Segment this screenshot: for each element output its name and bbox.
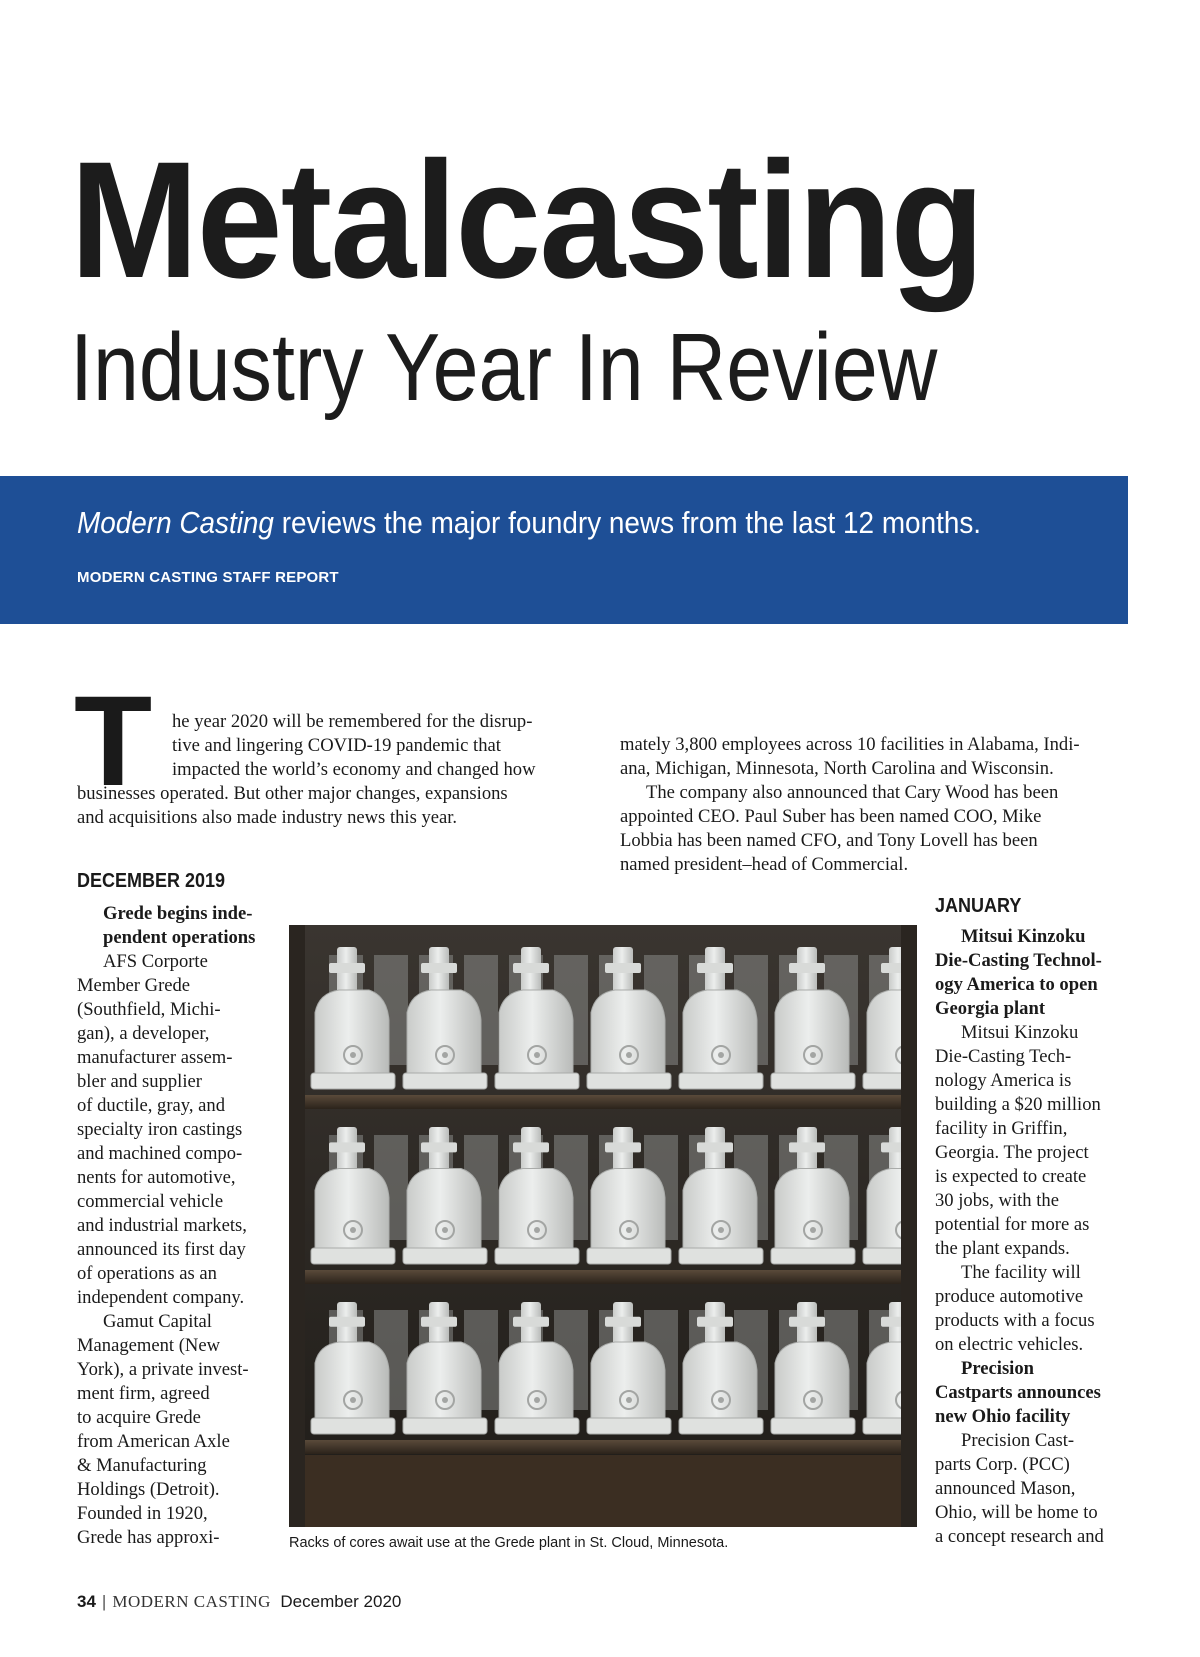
intro-line: businesses operated. But other major changes, expansions [77,783,508,804]
drop-cap: T [74,670,153,813]
body-line: Management (New [77,1335,221,1356]
body-line: potential for more as [935,1214,1090,1235]
body-line: ment firm, agreed [77,1383,210,1404]
body-line: and industrial markets, [77,1215,247,1236]
body-line: appointed CEO. Paul Suber has been named COO, Mike [620,806,1042,827]
right-column-top [620,733,1130,877]
subhead-line: Grede begins inde- [103,903,253,924]
subhead-line: Die-Casting Technol- [935,950,1102,971]
body-line: Ohio, will be home to [935,1502,1098,1523]
photo-core-racks [289,925,917,1527]
body-line: & Manufacturing [77,1455,207,1476]
body-line: York), a private invest- [77,1359,249,1380]
body-line: produce automotive [935,1286,1084,1307]
body-line: manufacturer assem- [77,1047,233,1068]
body-line: specialty iron castings [77,1119,243,1140]
rack-shelf [289,1270,917,1284]
dek-banner [0,476,1128,624]
body-line: Member Grede [77,975,191,996]
intro-line: he year 2020 will be remembered for the disrup- [172,711,533,732]
body-line: Mitsui Kinzoku [961,1022,1079,1043]
body-line: The company also announced that Cary Wood has been [646,782,1059,803]
body-line: the plant expands. [935,1238,1070,1259]
body-line: Die-Casting Tech- [935,1046,1072,1067]
body-line: named president–head of Commercial. [620,854,909,875]
body-line: Founded in 1920, [77,1503,208,1524]
body-line: to acquire Grede [77,1407,201,1428]
headline: Metalcasting [70,128,983,313]
body-line: commercial vehicle [77,1191,224,1212]
footer-date: December 2020 [280,1592,402,1611]
rack-shelf [289,1440,917,1454]
body-line: mately 3,800 employees across 10 facilities in Alabama, Indi- [620,734,1080,755]
subhead-line: Mitsui Kinzoku [961,926,1086,947]
body-line: products with a focus [935,1310,1095,1331]
body-line: nents for automotive, [77,1167,236,1188]
body-line: Lobbia has been named CFO, and Tony Lovell has been [620,830,1038,851]
body-line: Precision Cast- [961,1430,1075,1451]
publication-name: Modern Casting [77,505,274,540]
subhead-line: Georgia plant [935,998,1046,1019]
body-line: Holdings (Detroit). [77,1479,220,1500]
body-line: a concept research and [935,1526,1104,1547]
body-line: of operations as an [77,1263,217,1284]
body-line: parts Corp. (PCC) [935,1454,1070,1475]
intro-line: and acquisitions also made industry news this year. [77,807,458,828]
byline: MODERN CASTING STAFF REPORT [77,569,339,586]
rack-post-right [901,925,917,1527]
subheadline: Industry Year In Review [70,314,938,421]
footer-separator: | [101,1592,107,1611]
intro-line: impacted the world’s economy and changed how [172,759,536,780]
dek-text [77,505,981,541]
body-line: The facility will [961,1262,1081,1283]
subhead-line: pendent operations [103,927,256,948]
intro-line: tive and lingering COVID-19 pandemic that [172,735,501,756]
body-line: 30 jobs, with the [935,1190,1059,1211]
rack-post-left [289,925,305,1527]
body-line: Georgia. The project [935,1142,1089,1163]
page-number: 34 [77,1592,96,1611]
body-line: building a $20 million [935,1094,1101,1115]
section-heading-january: JANUARY [935,895,1022,917]
subhead-line: new Ohio facility [935,1406,1071,1427]
body-line: Grede has approxi- [77,1527,220,1548]
body-line: facility in Griffin, [935,1118,1068,1139]
section-heading-december: DECEMBER 2019 [77,870,226,892]
body-line: ana, Michigan, Minnesota, North Carolina and Wisconsin. [620,758,1054,779]
december-column [77,902,282,1550]
subhead-line: Precision [961,1358,1034,1379]
body-line: from American Axle [77,1431,230,1452]
january-column [935,925,1135,1549]
body-line: announced Mason, [935,1478,1076,1499]
body-line: of ductile, gray, and [77,1095,226,1116]
rack-shelf [289,1095,917,1109]
core-racks-image [289,925,917,1527]
rack-base [289,1455,917,1527]
body-line: gan), a developer, [77,1023,210,1044]
body-line: (Southfield, Michi- [77,999,221,1020]
subhead-line: Castparts announces [935,1382,1101,1403]
body-line: on electric vehicles. [935,1334,1084,1355]
body-line: announced its first day [77,1239,246,1260]
photo-caption: Racks of cores await use at the Grede plant in St. Cloud, Minnesota. [289,1535,729,1551]
subhead-line: ogy America to open [935,974,1098,995]
body-line: bler and supplier [77,1071,202,1092]
body-line: is expected to create [935,1166,1087,1187]
body-line: Gamut Capital [103,1311,212,1332]
body-line: and machined compo- [77,1143,243,1164]
body-line: nology America is [935,1070,1072,1091]
dek-rest: reviews the major foundry news from the last 12 months. [273,505,982,540]
page-footer [77,1592,401,1612]
body-line: AFS Corporte [103,951,208,972]
body-line: independent company. [77,1287,245,1308]
footer-publication: MODERN CASTING [112,1592,271,1611]
intro-paragraph [77,710,567,830]
